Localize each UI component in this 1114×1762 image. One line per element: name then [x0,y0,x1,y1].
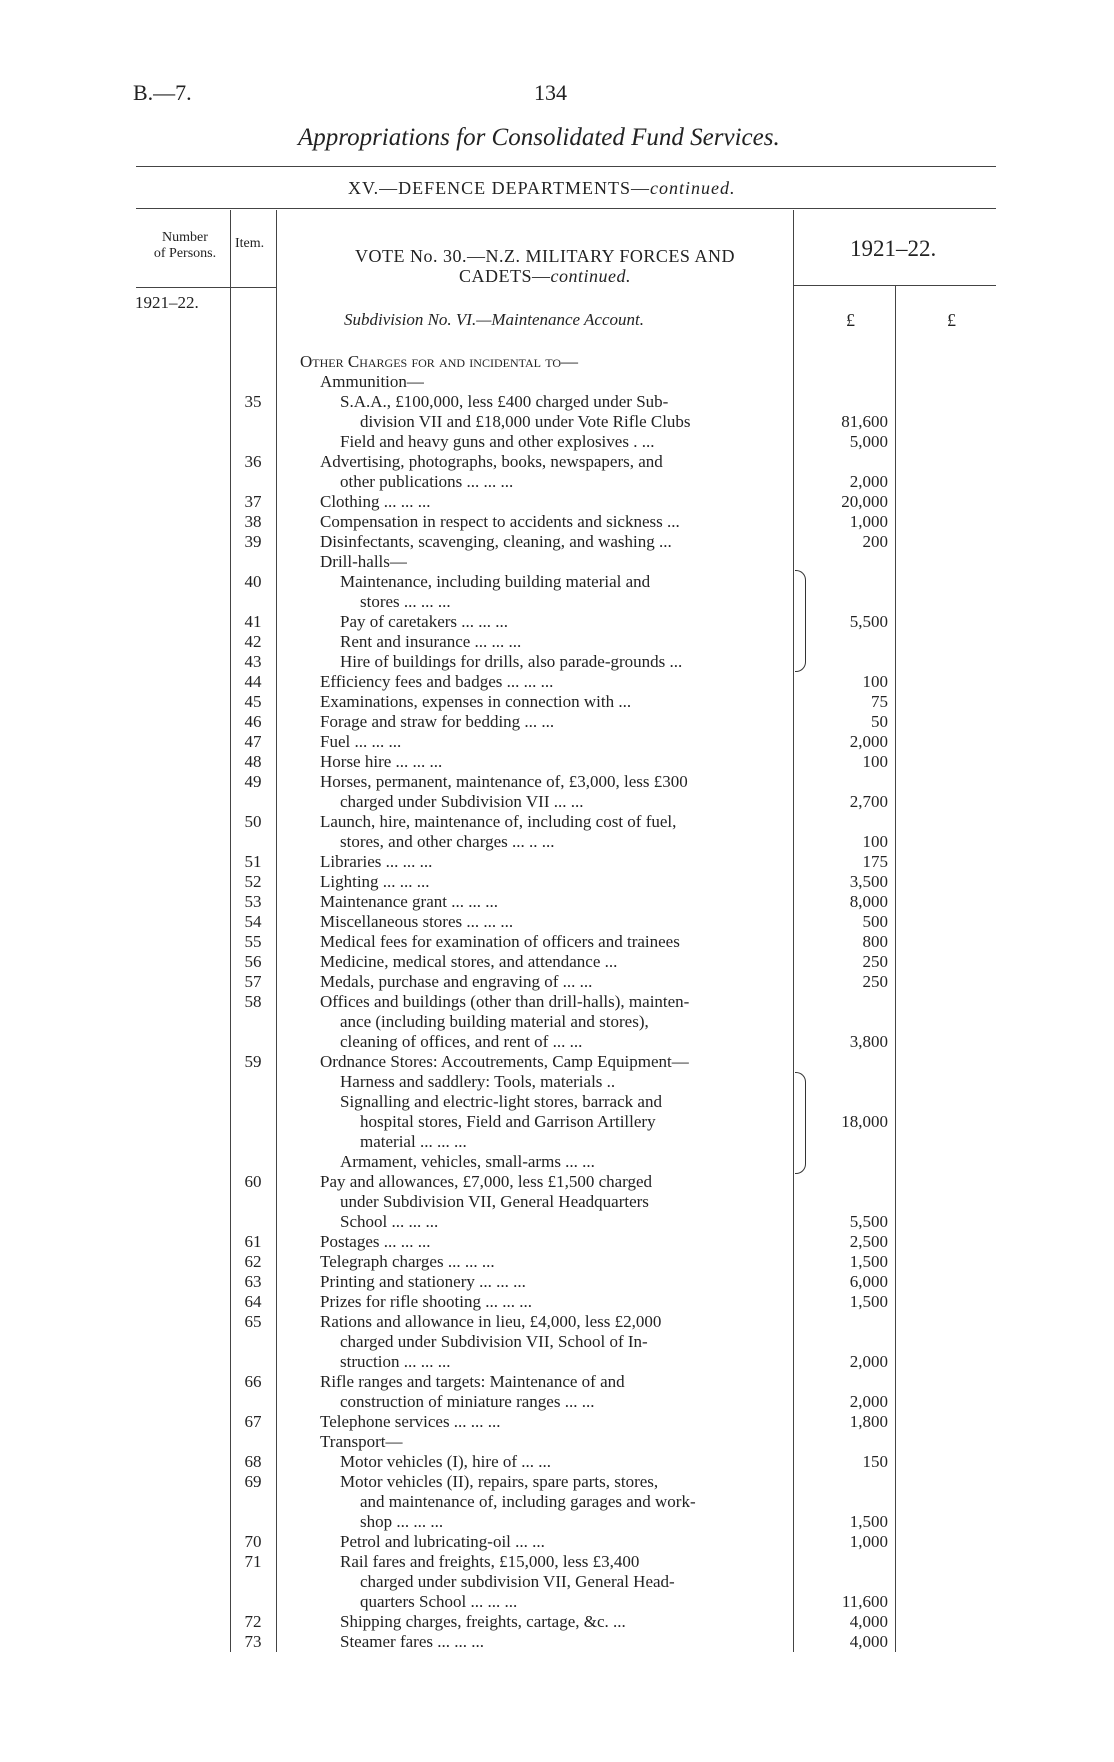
row-description: ance (including building material and stores), [340,1012,649,1031]
row-description: Lighting ... ... ... [320,872,430,891]
table-row [0,1372,1114,1392]
row-description: hospital stores, Field and Garrison Artillery [360,1112,656,1131]
item-number: 61 [244,1232,262,1251]
item-number: 59 [244,1052,262,1071]
row-description: other publications ... ... ... [340,472,514,491]
row-amount: 3,800 [849,1032,888,1051]
row-description: quarters School ... ... ... [360,1592,518,1611]
row-description: Efficiency fees and badges ... ... ... [320,672,554,691]
row-description: Libraries ... ... ... [320,852,433,871]
table-row [0,1052,1114,1072]
table-row [0,1152,1114,1172]
table-row [0,692,1114,712]
table-row [0,432,1114,452]
table-row [0,1392,1114,1412]
item-number: 62 [244,1252,262,1271]
row-description: Steamer fares ... ... ... [340,1632,484,1651]
section-rule [136,208,996,209]
row-amount: 5,000 [849,432,888,451]
row-amount: 8,000 [849,892,888,911]
table-row [0,1132,1114,1152]
row-description: Telegraph charges ... ... ... [320,1252,495,1271]
item-number: 72 [244,1612,262,1631]
item-number: 48 [244,752,262,771]
row-amount: 2,700 [849,792,888,811]
row-description: Printing and stationery ... ... ... [320,1272,526,1291]
table-row [0,792,1114,812]
row-description: Petrol and lubricating-oil ... ... [340,1532,545,1551]
row-description: Transport— [320,1432,403,1451]
vote-title-cadets: CADETS— [459,266,551,286]
table-row [0,392,1114,412]
row-description: material ... ... ... [360,1132,467,1151]
table-row [0,1092,1114,1112]
section-heading [348,178,735,199]
item-number: 41 [244,612,262,631]
row-description: Rations and allowance in lieu, £4,000, less £2,000 [320,1312,662,1331]
table-row [0,972,1114,992]
item-number: 45 [244,692,262,711]
table-row [0,1312,1114,1332]
item-number: 55 [244,932,262,951]
item-number: 37 [244,492,262,511]
row-description: Medals, purchase and engraving of ... ... [320,972,593,991]
row-description: Motor vehicles (II), repairs, spare parts, stores, [340,1472,659,1491]
item-number: 60 [244,1172,262,1191]
row-description: Prizes for rifle shooting ... ... ... [320,1292,532,1311]
vote-title-line1: VOTE No. 30.—N.Z. MILITARY FORCES AND [355,246,735,266]
row-amount: 800 [862,932,888,951]
table-row [0,632,1114,652]
table-row [0,1612,1114,1632]
item-number: 44 [244,672,262,691]
table-row [0,752,1114,772]
item-number: 36 [244,452,262,471]
row-description: under Subdivision VII, General Headquarters [340,1192,649,1211]
table-row [0,652,1114,672]
persons-header [140,230,230,262]
document-ref: B.—7. [133,80,192,105]
table-row [0,352,1114,372]
row-amount: 100 [862,672,888,691]
table-row [0,1352,1114,1372]
table-row [0,452,1114,472]
table-row [0,1072,1114,1092]
row-amount: 1,500 [849,1512,888,1531]
row-description: Other Charges for and incidental to— [300,352,579,371]
table-row [0,592,1114,612]
row-amount: 5,500 [849,612,888,631]
row-amount: 3,500 [849,872,888,891]
row-description: Drill-halls— [320,552,407,571]
row-description: struction ... ... ... [340,1352,451,1371]
table-row [0,1632,1114,1652]
table-row [0,1592,1114,1612]
table-row [0,612,1114,632]
section-continued: continued. [649,178,736,198]
row-description: Rent and insurance ... ... ... [340,632,522,651]
row-amount: 1,500 [849,1292,888,1311]
row-description: division VII and £18,000 under Vote Rifle Clubs [360,412,691,431]
row-description: and maintenance of, including garages and work- [360,1492,696,1511]
table-row [0,1332,1114,1352]
table-row [0,1472,1114,1492]
item-number: 47 [244,732,262,751]
row-amount: 81,600 [841,412,888,431]
vote-title [300,246,790,286]
row-amount: 175 [862,852,888,871]
table-row [0,1452,1114,1472]
item-number: 53 [244,892,262,911]
item-number: 64 [244,1292,262,1311]
pound-symbol-col1: £ [846,310,855,330]
row-description: Rifle ranges and targets: Maintenance of and [320,1372,625,1391]
table-row [0,1432,1114,1452]
row-amount: 250 [862,972,888,991]
row-description: Horses, permanent, maintenance of, £3,000, less £300 [320,772,688,791]
table-row [0,672,1114,692]
row-description: Postages ... ... ... [320,1232,431,1251]
row-description: Pay of caretakers ... ... ... [340,612,509,631]
row-description: stores ... ... ... [360,592,451,611]
row-amount: 500 [862,912,888,931]
row-description: Rail fares and freights, £15,000, less £3,400 [340,1552,640,1571]
vote-title-continued: continued. [550,266,631,286]
row-amount: 2,000 [849,732,888,751]
row-description: Ordnance Stores: Accoutrements, Camp Equipment— [320,1052,689,1071]
table-row [0,732,1114,752]
row-amount: 2,500 [849,1232,888,1251]
rule-year-right [793,285,996,286]
table-row [0,532,1114,552]
row-description: Fuel ... ... ... [320,732,402,751]
pound-symbol-col2: £ [947,310,956,330]
table-row [0,552,1114,572]
item-number: 70 [244,1532,262,1551]
row-description: School ... ... ... [340,1212,439,1231]
table-row [0,812,1114,832]
table-row [0,712,1114,732]
table-row [0,572,1114,592]
table-row [0,952,1114,972]
row-description: charged under Subdivision VII ... ... [340,792,584,811]
row-description: S.A.A., £100,000, less £400 charged under Sub- [340,392,669,411]
row-description: shop ... ... ... [360,1512,444,1531]
item-number: 63 [244,1272,262,1291]
row-description: Signalling and electric-light stores, barrack and [340,1092,662,1111]
row-description: charged under Subdivision VII, School of In- [340,1332,648,1351]
row-description: Clothing ... ... ... [320,492,431,511]
row-description: charged under subdivision VII, General Head- [360,1572,675,1591]
item-number: 52 [244,872,262,891]
row-amount: 1,000 [849,1532,888,1551]
table-row [0,892,1114,912]
item-number: 46 [244,712,262,731]
row-amount: 200 [862,532,888,551]
table-row [0,1252,1114,1272]
row-amount: 1,500 [849,1252,888,1271]
table-row [0,1032,1114,1052]
item-number: 66 [244,1372,262,1391]
item-number: 71 [244,1552,262,1571]
table-row [0,1212,1114,1232]
row-description: Armament, vehicles, small-arms ... ... [340,1152,595,1171]
table-row [0,472,1114,492]
row-description: Motor vehicles (I), hire of ... ... [340,1452,552,1471]
table-row [0,1552,1114,1572]
row-amount: 5,500 [849,1212,888,1231]
item-number: 35 [244,392,262,411]
year-header-right: 1921–22. [850,236,937,261]
item-number: 51 [244,852,262,871]
table-row [0,772,1114,792]
table-row [0,1292,1114,1312]
table-row [0,912,1114,932]
row-description: cleaning of offices, and rent of ... ... [340,1032,583,1051]
item-number: 49 [244,772,262,791]
row-description: Launch, hire, maintenance of, including cost of fuel, [320,812,677,831]
item-number: 65 [244,1312,262,1331]
rule-year-left [136,287,276,288]
table-row [0,1192,1114,1212]
row-description: Medical fees for examination of officers and trainees [320,932,680,951]
row-description: Advertising, photographs, books, newspapers, and [320,452,663,471]
row-description: Pay and allowances, £7,000, less £1,500 charged [320,1172,653,1191]
row-amount: 150 [862,1452,888,1471]
persons-header-line2: of Persons. [153,246,217,261]
row-description: Horse hire ... ... ... [320,752,443,771]
table-row [0,1172,1114,1192]
row-amount: 250 [862,952,888,971]
vote-title-line2 [300,266,790,286]
row-description: Maintenance grant ... ... ... [320,892,498,911]
row-amount: 1,000 [849,512,888,531]
persons-header-line1: Number [162,230,208,245]
section-title: XV.—DEFENCE DEPARTMENTS— [348,178,650,198]
item-number: 68 [244,1452,262,1471]
subdivision-heading: Subdivision No. VI.—Maintenance Account. [344,310,644,329]
row-description: Field and heavy guns and other explosives . ... [340,432,655,451]
row-description: Ammunition— [320,372,424,391]
row-amount: 18,000 [841,1112,888,1131]
row-amount: 75 [871,692,888,711]
row-description: Offices and buildings (other than drill-halls), mainten- [320,992,690,1011]
row-amount: 2,000 [849,472,888,491]
item-number: 69 [244,1472,262,1491]
item-number: 57 [244,972,262,991]
row-amount: 100 [862,832,888,851]
row-description: construction of miniature ranges ... ... [340,1392,595,1411]
table-row [0,1492,1114,1512]
row-amount: 6,000 [849,1272,888,1291]
table-row [0,832,1114,852]
row-description: Telephone services ... ... ... [320,1412,501,1431]
table-row [0,872,1114,892]
title-rule [136,166,996,167]
row-description: Harness and saddlery: Tools, materials .. [340,1072,616,1091]
row-amount: 100 [862,752,888,771]
table-row [0,412,1114,432]
item-number: 42 [244,632,262,651]
row-description: Compensation in respect to accidents and sickness ... [320,512,680,531]
table-row [0,1412,1114,1432]
table-row [0,1512,1114,1532]
page-title: Appropriations for Consolidated Fund Services. [298,124,780,151]
table-row [0,372,1114,392]
item-number: 43 [244,652,262,671]
row-description: Shipping charges, freights, cartage, &c. ... [340,1612,626,1631]
row-amount: 2,000 [849,1352,888,1371]
row-amount: 50 [871,712,888,731]
page-number: 134 [534,80,567,105]
table-row [0,1012,1114,1032]
row-description: stores, and other charges ... .. ... [340,832,555,851]
row-amount: 20,000 [841,492,888,511]
item-number: 40 [244,572,262,591]
row-amount: 2,000 [849,1392,888,1411]
table-row [0,852,1114,872]
table-row [0,1232,1114,1252]
table-row [0,512,1114,532]
table-row [0,492,1114,512]
item-number: 39 [244,532,262,551]
row-amount: 4,000 [849,1612,888,1631]
item-number: 56 [244,952,262,971]
row-description: Miscellaneous stores ... ... ... [320,912,514,931]
table-row [0,1272,1114,1292]
row-description: Disinfectants, scavenging, cleaning, and washing ... [320,532,672,551]
item-header: Item. [235,236,265,251]
item-number: 50 [244,812,262,831]
table-row [0,932,1114,952]
row-description: Forage and straw for bedding ... ... [320,712,555,731]
year-header-left: 1921–22. [135,293,199,312]
row-description: Examinations, expenses in connection with ... [320,692,632,711]
row-amount: 1,800 [849,1412,888,1431]
item-number: 54 [244,912,262,931]
table-row [0,992,1114,1012]
row-amount: 4,000 [849,1632,888,1651]
row-description: Maintenance, including building material and [340,572,651,591]
row-description: Medicine, medical stores, and attendance ... [320,952,618,971]
table-row [0,1532,1114,1552]
item-number: 67 [244,1412,262,1431]
table-row [0,1572,1114,1592]
item-number: 73 [244,1632,262,1651]
row-amount: 11,600 [841,1592,888,1611]
row-description: Hire of buildings for drills, also parade-grounds ... [340,652,683,671]
item-number: 38 [244,512,262,531]
table-row [0,1112,1114,1132]
item-number: 58 [244,992,262,1011]
